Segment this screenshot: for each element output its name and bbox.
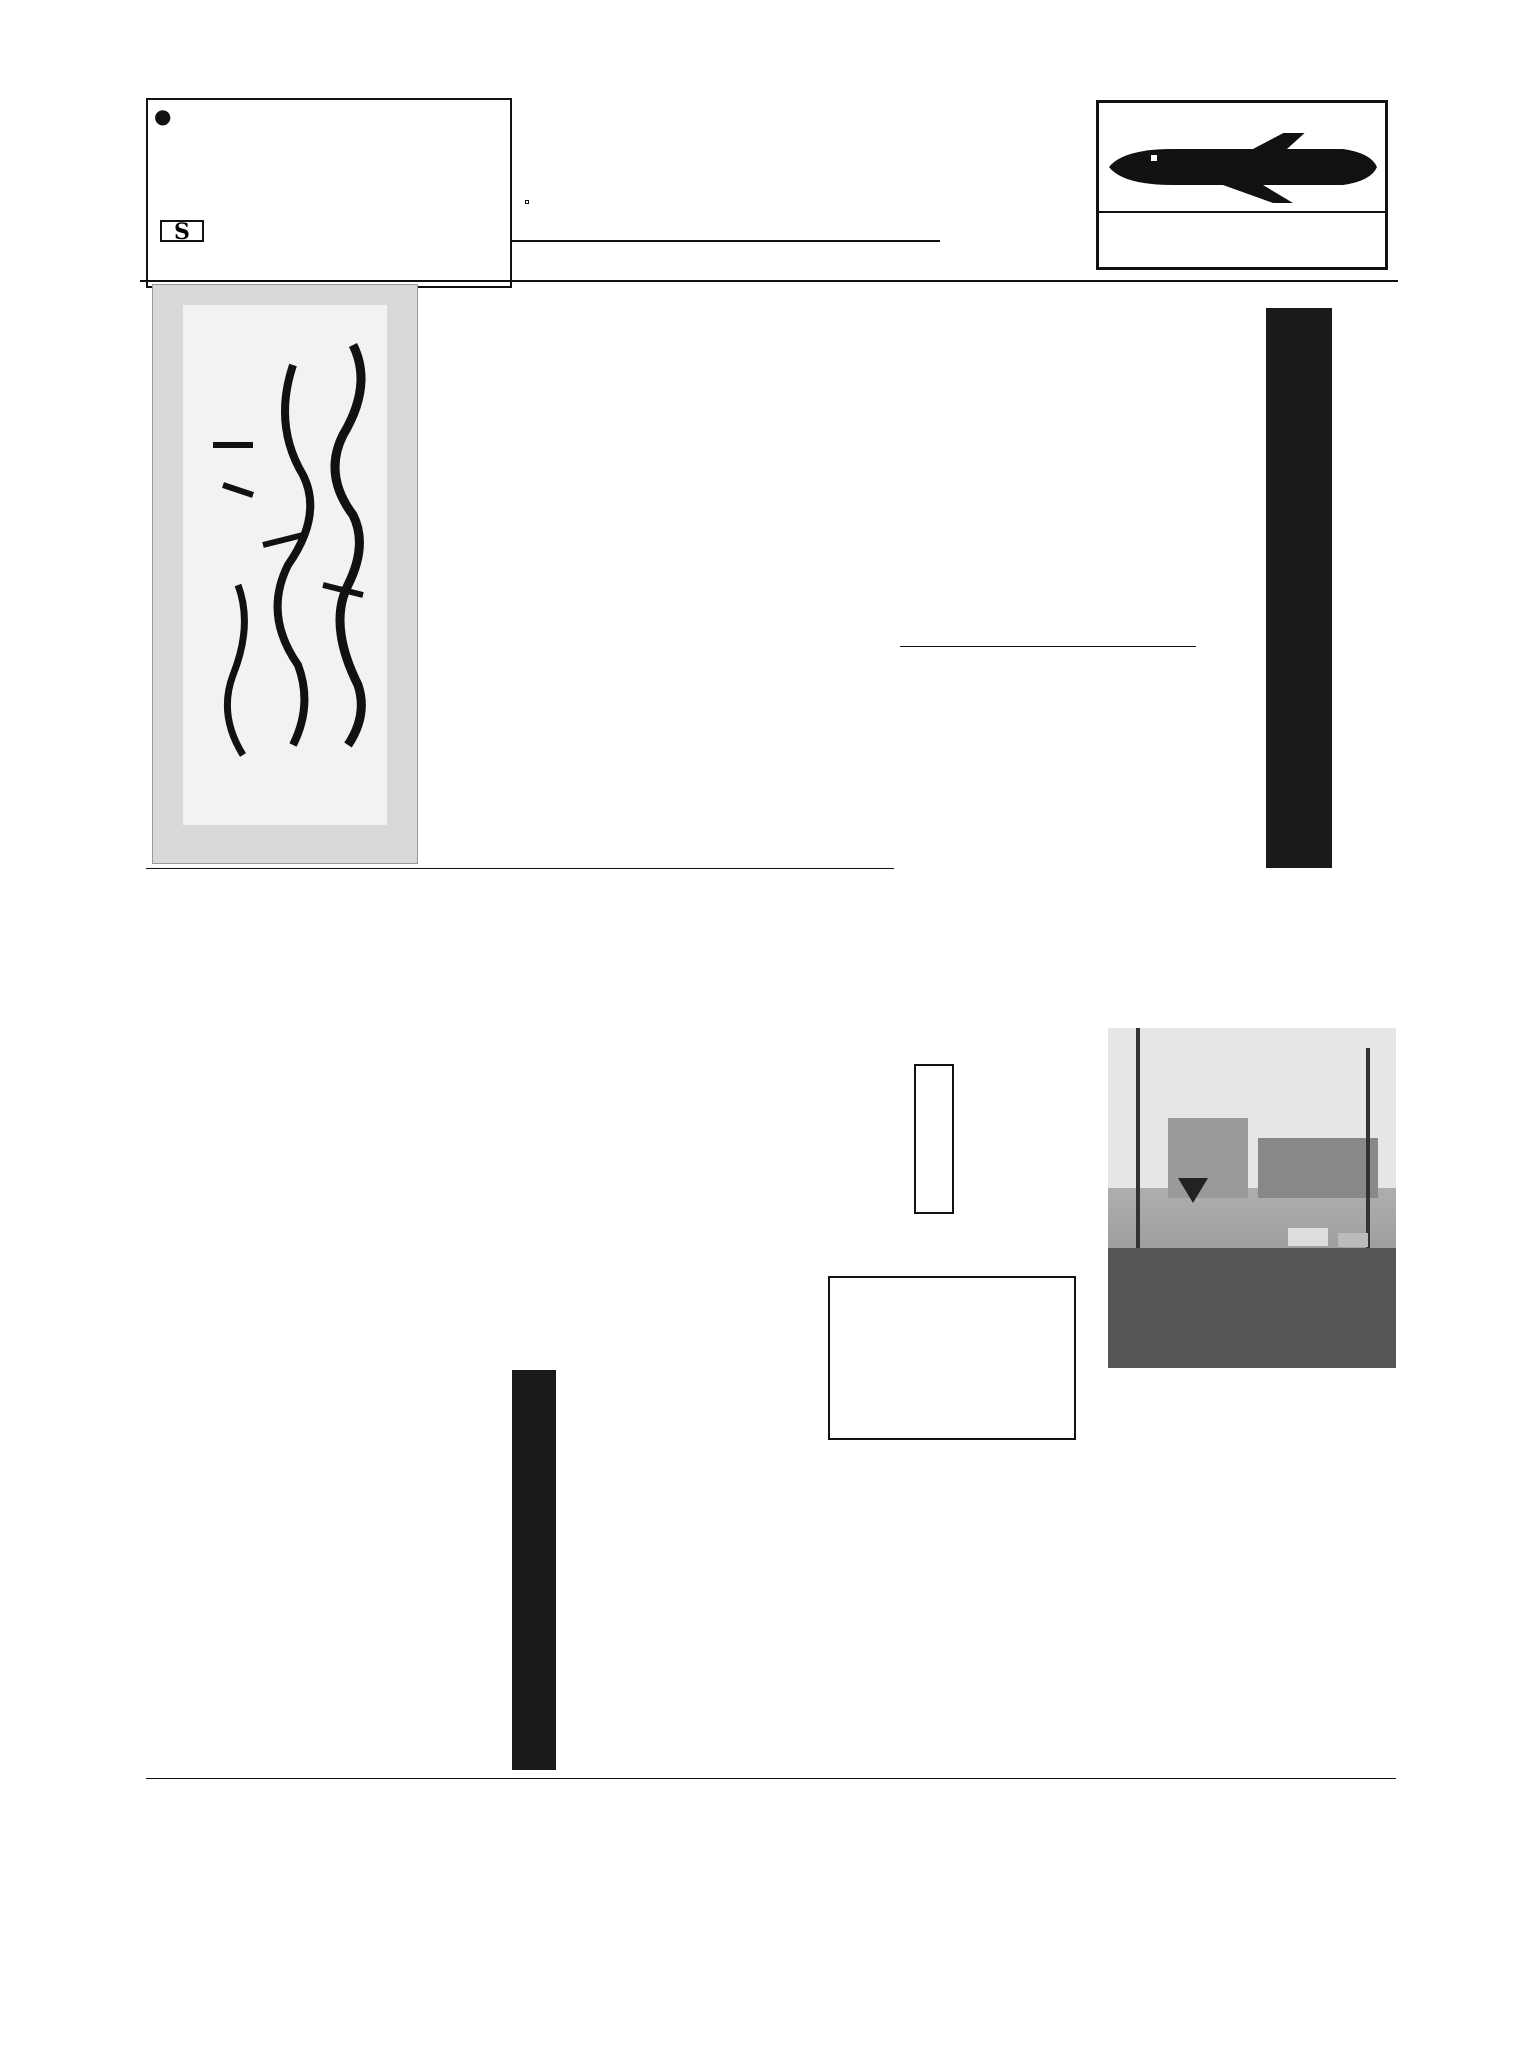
safety-headline-box xyxy=(828,1276,1076,1440)
bungei-headline2-box xyxy=(512,1610,556,1770)
serial-body xyxy=(146,1786,1386,2046)
ad-kenchiku xyxy=(146,98,512,288)
hidaka-headline-box xyxy=(1266,308,1332,868)
hidaka-body xyxy=(900,290,1180,650)
s-logo-icon xyxy=(160,216,204,246)
serial-body-top xyxy=(1100,1412,1246,1772)
tax-body xyxy=(560,296,800,862)
humor-body xyxy=(990,930,1100,1270)
publisher-box xyxy=(952,104,1072,264)
hidaka-body-cont xyxy=(1002,650,1178,844)
bungei-body-cont xyxy=(560,1380,706,1780)
bungei-body xyxy=(146,1380,506,1780)
masthead-holiday xyxy=(525,200,529,204)
bungei-headline-box xyxy=(512,1370,556,1570)
calligraphy-icon xyxy=(153,285,417,863)
ad-kenchiku-category: ● xyxy=(154,104,172,128)
airplane-icon xyxy=(1103,133,1381,203)
svg-text:S: S xyxy=(174,219,190,245)
intersection-photo xyxy=(1108,1028,1396,1368)
ad-travel xyxy=(1096,100,1388,270)
seminar-body xyxy=(700,876,750,1126)
calligraphy-photo xyxy=(152,284,418,864)
humor-headline-box xyxy=(914,1064,954,1214)
bungei-small-box xyxy=(512,1570,556,1610)
safety-body-cont xyxy=(716,1446,1076,1746)
